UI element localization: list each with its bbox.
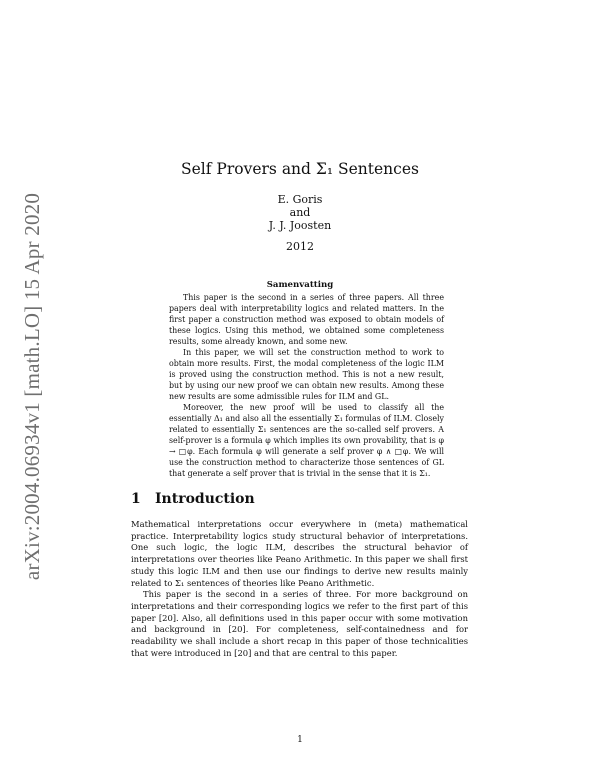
body-paragraph-1: Mathematical interpretations occur everywhere in (meta) mathematical practice. Interpretability logics study structural behavior of interpretations. One such logic, the logic ILM, describes the structural behavior of interpretations over theories like Peano Arithmetic. In this paper we shall first study this logic ILM and then use our findings to derive new results mainly related to Σ₁ sentences of theories like Peano Arithmetic. [131,519,468,588]
abstract-paragraph-1: This paper is the second in a series of three papers. All three papers deal with interpretability logics and related matters. In the first paper a construction method was exposed to obtain models of these logics. Using this method, we obtained some completeness results, some already known, and some new. [169,293,444,346]
section-heading [131,491,255,507]
section-body [131,519,468,659]
abstract-paragraph-3: Moreover, the new proof will be used to classify all the essentially Δ₁ and also all the essentially Σ₁ formulas of ILM. Closely related to essentially Σ₁ sentences are the so-called self provers. A self-prover is a formula φ which implies its own provability, that is φ → □φ. Each formula φ will generate a self prover φ ∧ □φ. We will use the construction method to characterize those sentences of GL that generate a self prover that is trivial in the sense that it is Σ₁. [169,403,444,478]
page-number: 1 [297,735,303,745]
publication-year: 2012 [286,240,314,253]
author-second: J. J. Joosten [268,219,332,232]
section-number: 1 [131,491,141,507]
abstract-body [169,292,444,479]
body-paragraph-2: This paper is the second in a series of three. For more background on interpretations and their corresponding logics we refer to the first part of this paper [20]. Also, all definitions used in this paper occur with some motivation and background in [20]. For completeness, self-containedness and for readability we shall include a short recap in this paper of those technicalities that were introduced in [20] and that are central to this paper. [131,589,468,658]
arxiv-sidebar [13,176,53,596]
abstract-paragraph-2: In this paper, we will set the construction method to work to obtain more results. First, the modal completeness of the logic ILM is proved using the construction method. This is not a new result, but by using our new proof we can obtain new results. Among these new results are some admissible rules for ILM and GL. [169,348,444,401]
arxiv-identifier: arXiv:2004.06934v1 [math.LO] 15 Apr 2020 [20,192,45,580]
abstract-heading: Samenvatting [266,280,334,290]
author-first: E. Goris [277,193,323,206]
paper-title: Self Provers and Σ₁ Sentences [181,160,419,178]
section-title: Introduction [155,491,255,507]
author-conjunction: and [289,206,311,219]
